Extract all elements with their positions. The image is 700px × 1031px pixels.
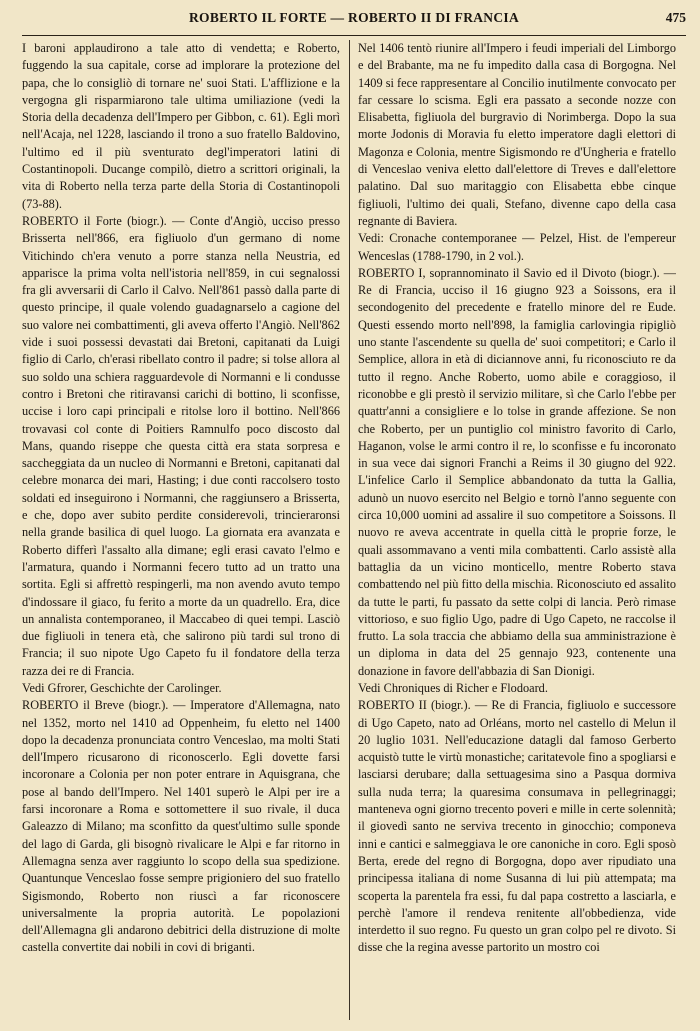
page-number: 475 (665, 10, 686, 25)
running-header (22, 0, 686, 36)
reference-cronache: Vedi: Cronache contemporanee — Pelzel, Hist. de l'empereur Wenceslas (1788-1790, in 2 vol.). (358, 231, 676, 263)
entry-roberto-il-forte: ROBERTO il Forte (biogr.). — Conte d'Angiò, ucciso presso Brisserta nell'866, era figliuolo d'un germano di nome Vitichindo ch'era venuto a porre stanza nella Neustria, ed apparisce la prima volta nell'istoria nell'859, in cui segnalossi fra gli avversarii di Carlo il Calvo. Nell'861 passò dalla parte di questo principe, il quale volendo guadagnarselo a cagione del suo valore nei combattimenti, gli aveva offerto l'Angiò. Nell'862 vide i suoi possessi devastati dai Bretoni, capitanati da Luigi figlio di Carlo, ch'erasi ribellato contro il padre; si tolse allora al suo soldo una schiera ragguardevole di Normanni e li condusse contro i Bretoni che ritiravansi carichi di bottino, li sconfisse, uccise i loro capi principali e ritolse loro il bottino. Nell'866 trovavasi col conte di Poitiers Ramnulfo poco discosto dal Mans, quando riseppe che questa città era stata sorpresa e saccheggiata da un nucleo di Normanni e Bretoni, capitanati dal celebre monarca dei mari, Hasting; i due conti raccolsero tosto soldati ed inseguirono i Normanni, che raggiunsero a Brisserta, e che, dopo aver subito perdite considerevoli, trincieraronsi nella grande basilica di quel luogo. La giornata era avanzata e Roberto differì l'assalto alla dimane; egli erasi cavato l'elmo e l'armatura, quando i Normanni fecero tutto ad un tratto una sortita. Egli si affrettò respingerli, ma non avendo avuto tempo d'indossare il giaco, fu ferito a morte da un quadrello. Era, dice un annalista contemporaneo, il Maccabeo di quei tempi. Lasciò due figliuoli in tenera età, che salirono più tardi sul trono di Francia; il suo nipote Ugo Capeto fu il fondatore della terza razza dei re di Francia. (22, 213, 340, 678)
text-columns (22, 40, 686, 1020)
running-title: ROBERTO IL FORTE — ROBERTO II DI FRANCIA (188, 10, 519, 25)
reference-gfrorer: Vedi Gfrorer, Geschichte der Carolinger. (22, 680, 222, 695)
entry-roberto-il-breve: ROBERTO il Breve (biogr.). — Imperatore d'Allemagna, nato nel 1352, morto nel 1410 ad Oppenheim, fu eletto nel 1400 dopo la decadenza pronunciata contro Venceslao, ma molti Stati dell'Impero ricusarono di riconoscerlo. Egli dovette farsi incoronare a Colonia per non poter entrare in Aquisgrana, che pose al bando dell'Impero. Nel 1401 superò le Alpi per ire a farsi incoronare a Roma e sottomettere il suo rivale, il duca Galeazzo di Milano; ma sconfitto da quest'ultimo sulle sponde del lago di Garda, gli bisognò rivalicare le Alpi e far ritorno in Allemagna senza aver raggiunto lo scopo della sua spedizione. Quantunque Venceslao fosse sempre prigioniero del suo fratello Sigismondo, Roberto non riuscì a far riconoscere universalmente la propria autorità. Le popolazioni dell'Allemagna gli andarono debitrici della distruzione di molte castella convertite dai nobili in covi di briganti. (22, 698, 340, 955)
paragraph-robert-courtenay-end: I baroni applaudirono a tale atto di vendetta; e Roberto, fuggendo la sua capitale, corse ad implorare la protezione del papa, che lo consigliò di tornare ne' suoi Stati. L'afflizione e la vergogna gli risparmiarono tale ultima umiliazione (vedi la Storia della decadenza dell'Impero per Gibbon, c. 61). Egli morì nell'Acaja, nel 1228, lasciando il trono a suo fratello Baldovino, l'ultimo ed il più sventurato degl'imperatori latini di Costantinopoli. Ducange compilò, dietro a scrittori originali, la vita di Roberto nella terza parte della Storia di Costantinopoli (73-88). (22, 41, 340, 211)
paragraph-roberto-breve-continued: Nel 1406 tentò riunire all'Impero i feudi imperiali del Limborgo e del Brabante, ma ne fu impedito dalla casa di Borgogna. Nel 1409 si fece rappresentare al Concilio inutilmente convocato per far cessare lo scisma. Egli era passato a seconde nozze con Elisabetta, figliuola del burgravio di Norimberga. Dopo la sua morte Jodonis di Moravia fu eletto imperatore dagli elettori di Magonza e Colonia, mentre Sigismondo re d'Ungheria e fratello di Venceslao veniva eletto dall'elettore di Treves e dall'elettore palatino. Dal suo maritaggio con Elisabetta ebbe cinque figliuoli, l'ultimo dei quali, Stefano, divenne capo della casa regnante di Baviera. (358, 41, 676, 228)
right-column (358, 40, 676, 1020)
entry-roberto-i: ROBERTO I, soprannominato il Savio ed il Divoto (biogr.). — Re di Francia, ucciso il 16 giugno 923 a Soissons, era il secondogenito del precedente e fratello minore del re Eude. Questi essendo morto nell'898, la famiglia carlovingia ripigliò uno stante l'ascendente su quella de' suoi competitori; e Carlo il Semplice, allora in età di diciannove anni, fu riconosciuto re da tutto il regno. Anche Roberto, uomo abile e coraggioso, il riconobbe e gli prestò il servizio militare, sì che Carlo l'ebbe per quattr'anni a consigliere e lo tolse in grande affezione. Se non che Roberto, per un puntiglio col ministro favorito di Carlo, Haganon, volse le armi contro il re, lo sconfisse e fu incoronato in sua vece dai signori Franchi a Reims il 30 giugno del 922. L'infelice Carlo il Semplice abbandonato da tutta la Gallia, adunò un nuovo esercito nel Belgio e tornò l'anno seguente con circa 10,000 uomini ad assalire il suo competitore a Soissons. Il nuovo re aveva accentrate in quella città le proprie forze, le quali assommavano a venti mila combattenti. Carlo assistè alla battaglia da un vicino monticello, mentre Roberto stava combattendo nel più fitto della mischia. Riconosciuto ed assalito da tutte le parti, fu passato da sette colpi di lancia. Però rimase vittorioso, e suo figlio Ugo, padre di Ugo Capeto, ne raccolse il frutto. La sola traccia che abbiamo della sua amministrazione è un diploma in data del 25 gennajo 923, contenente una donazione in favore dell'abbazia di San Dionigi. (358, 265, 676, 678)
entry-roberto-ii: ROBERTO II (biogr.). — Re di Francia, figliuolo e successore di Ugo Capeto, nato ad Orléans, morto nel castello di Melun il 20 luglio 1031. Nell'educazione datagli dal famoso Gerberto acquistò tutte le virtù monastiche; caritatevole fino a spogliarsi e lasciarsi derubare; dalla settuagesima sino a Pasqua dormiva sulla nuda terra; la quaresima consumava in pellegrinaggi; manteneva ogni giorno trecento poveri e mille in certe solennità; il giovedì santo ne serviva trecento in ginocchio; componeva inni e cantici e salmeggiava le ore canoniche in coro. Egli sposò Berta, erede del regno di Borgogna, dopo aver ripudiato una principessa italiana di nome Susanna di lui più attempata; ma scoperta la parentela fra essi, fu dal papa costretto a lasciarla, e perchè l'amore il rendeva renitente all'obbedienza, vide interdetto il suo regno. Fu questo un gran colpo pel re divoto. Si disse che la regina avesse partorito un mostro coi (358, 698, 676, 955)
left-column (22, 40, 340, 1020)
reference-chroniques: Vedi Chroniques di Richer e Flodoard. (358, 680, 548, 695)
column-divider (349, 40, 350, 1020)
